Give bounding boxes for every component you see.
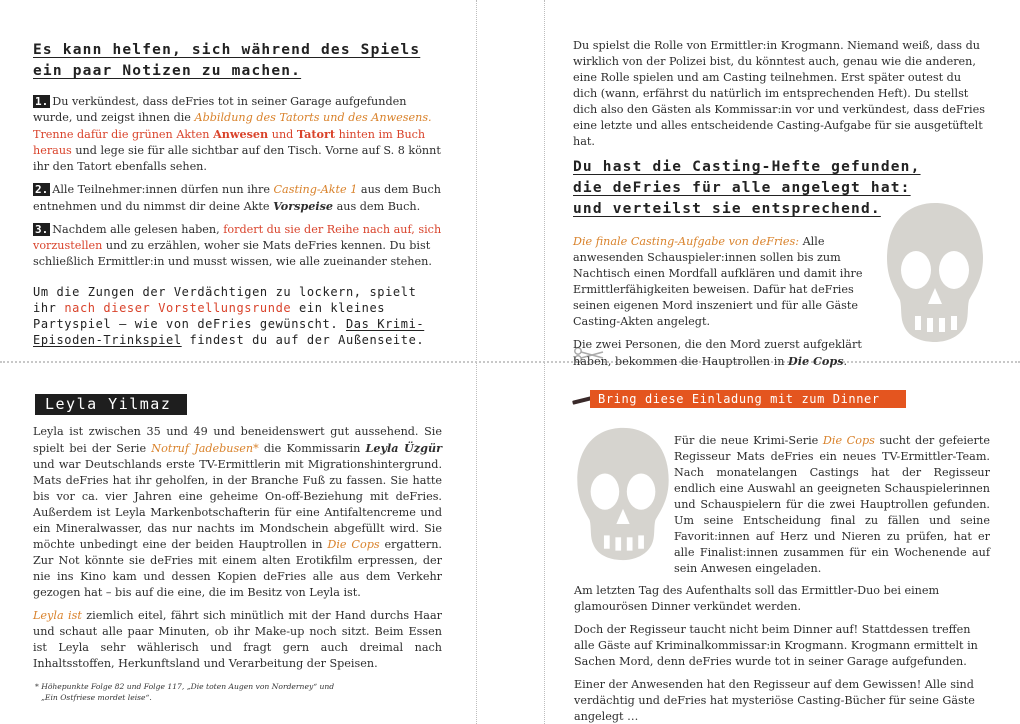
bio-emphasis: Leyla Üzgür — [365, 441, 442, 455]
bio-highlight: Die Cops — [327, 538, 380, 551]
invitation-body: Für die neue Krimi-Serie — [674, 434, 823, 447]
invitation-banner: Bring diese Einladung mit zum Dinner — [590, 390, 906, 408]
final-task-body: Alle anwesenden Schauspieler:innen sollen bis zum Nachtisch einen Mordfall aufklären und damit ihre Ermittlerfähigkeiten beweisen. Dafür hat deFries seinen eigenen Mord inszeniert und für alle Gäste Casting-Akten angelegt. — [573, 235, 863, 328]
skull-icon — [885, 200, 985, 345]
step-text-emphasis: Vorspeise — [273, 199, 334, 213]
invitation-paragraph: Einer der Anwesenden hat den Regisseur auf dem Gewissen! Alle sind verdächtig und deFries hat mysteriöse Casting-Bücher für seine Gäste angelegt … — [574, 678, 975, 723]
character-bio — [33, 424, 442, 672]
step-text: Alle Teilnehmer:innen dürfen nun ihre — [52, 183, 274, 196]
role-intro-text: Du spielst die Rolle von Ermittler:in Krogmann. Niemand weiß, dass du wirklich von der Polizei bist, du könntest auch, genau wie die anderen, eine Rolle spielen und am Casting teilnehmen. Erst später outest du dich (wann, erfährst du natürlich im entsprechenden Heft). Du stellst dich also den Gästen als Kommissar:in vor und verkündest, dass deFries eine letzte und alles entscheidende Casting-Aufgabe für sie ausgetüftelt hat. — [573, 39, 985, 148]
step-text-highlight: hinten im Buch heraus — [33, 128, 426, 157]
step-text: Du verkündest, dass deFries tot in seiner Garage aufgefunden wurde, und zeigst ihnen die — [33, 95, 407, 124]
steps-list — [33, 94, 448, 270]
invitation-body: sucht der gefeierte Regisseur Mats deFries ein neues TV-Ermittler-Team. Nach monatelangen Castings hat der Regisseur endlich eine Auswahl an geeigneten Schauspielerinnen und Schauspielern für die zwei Hauptrollen gefunden. Um seine Entscheidung final zu fällen und seine Favorit:innen auf Herz und Nieren zu prüfen, hat er alle Finalist:innen zusammen für ein Wochenende auf sein Anwesen eingeladen. — [674, 434, 990, 575]
final-task-label: Die finale Casting-Aufgabe von deFries: — [573, 235, 800, 248]
bio-text: und war Deutschlands erste TV-Ermittlerin mit Migrationshintergrund. Mats deFries hat ihr geholfen, in der Branche Fuß zu fassen. Sie hatte bis vor ca. vier Jahren eine geheime On-off-Beziehung mit deFries. Außerdem ist Leyla Markenbotschafterin für eine Antifaltencreme und ein Mineralwasser, das nur nachts im Mondschein abgefüllt wird. Sie möchte unbedingt eine der beiden Hauptrollen in — [33, 458, 442, 551]
section-instructions — [33, 40, 448, 348]
heading-line: die deFries für alle angelegt hat: — [573, 180, 911, 196]
step-number: 3. — [35, 223, 49, 236]
invitation-paragraph — [674, 433, 990, 577]
step-text-highlight: Anwesen — [213, 127, 269, 141]
heading-line: Es kann helfen, sich während des Spiels — [33, 42, 421, 58]
bio-text: ergattern. Zur Not könnte sie deFries mit einem alten Erotikfilm erpressen, der nie ins Kino kam und dessen Kopien deFries alle aus dem Verkehr gezogen hat – bis auf die eine, die im Besitz von Leyla ist. — [33, 538, 442, 599]
final-task — [573, 234, 878, 370]
footnote-line: „Ein Ostfriese mordet leise“. — [41, 693, 152, 702]
show-title: Die Cops — [788, 354, 844, 368]
step-text: und zu erzählen, woher sie Mats deFries kennen. Du bist schließlich Ermittler:in und musst wissen, wie alle zueinander stehen. — [33, 239, 432, 268]
step-1 — [33, 94, 448, 175]
step-text: aus dem Buch entnehmen und du nimmst dir deine Akte — [33, 183, 441, 213]
step-number: 1. — [35, 95, 49, 108]
section-invitation — [574, 433, 990, 724]
bio-highlight: Notruf Jadebusen* — [151, 442, 259, 455]
final-task-text — [573, 234, 878, 330]
step-text-highlight: Tatort — [296, 127, 336, 141]
winners-body: . — [843, 355, 848, 368]
winners-body: Die zwei Personen, die den Mord zuerst aufgeklärt haben, bekommen die Hauptrollen in — [573, 338, 862, 368]
note-text-underlined: Das Krimi-Episoden-Trinkspiel — [33, 317, 425, 347]
step-text-highlight: Trenne dafür die grünen Akten — [33, 128, 214, 141]
note-text: ein kleines Partyspiel – wie von deFries gewünscht. — [33, 301, 386, 331]
character-name: Leyla Yilmaz — [35, 394, 187, 415]
step-text: und lege sie für alle sichtbar auf den Tisch. Vorne auf S. 8 könnt ihr den Tatort ebenfalls sehen. — [33, 144, 441, 173]
bio-text: ziemlich eitel, fährt sich minütlich mit der Hand durchs Haar und schaut alle paar Minuten, ob ihr Make-up noch sitzt. Beim Essen ist Leyla sehr wählerisch und fragt gern auch dreimal nach Inhaltsstoffen, Herkunftsland und Verarbeitung der Speisen. — [33, 609, 442, 670]
heading-line: Du hast die Casting-Hefte gefunden, — [573, 159, 921, 175]
footnote — [35, 681, 435, 703]
character-paragraph — [33, 608, 442, 672]
footnote-line: * Höhepunkte Folge 82 und Folge 117, „Die toten Augen von Norderney“ und — [35, 682, 335, 691]
role-intro — [573, 38, 985, 150]
note-text-highlight: nach dieser Vorstellungsrunde — [64, 301, 292, 315]
step-text-highlight: Casting-Akte 1 — [273, 183, 358, 196]
partygame-note — [33, 284, 438, 348]
show-title: Die Cops — [822, 434, 875, 447]
bio-text: Leyla ist zwischen 35 und 49 und beneidenswert gut aussehend. Sie spielt bei der Serie — [33, 425, 442, 455]
heading-line: und verteilst sie entsprechend. — [573, 201, 881, 217]
step-3 — [33, 222, 448, 270]
bio-text: die Kommissarin — [258, 442, 366, 455]
invitation-paragraph: Am letzten Tag des Aufenthalts soll das Ermittler-Duo bei einem glamourösen Dinner verkündet werden. — [574, 584, 940, 613]
step-text-highlight: Abbildung des Tatorts und des Anwesens. — [194, 111, 432, 124]
instructions-heading — [33, 40, 448, 82]
step-text-highlight: und — [268, 128, 297, 141]
step-number: 2. — [35, 183, 49, 196]
invitation-text — [574, 433, 990, 724]
step-text-highlight: fordert du sie der Reihe nach auf, sich vorzustellen — [33, 223, 442, 252]
note-text: findest du auf der Außenseite. — [181, 333, 425, 347]
step-2 — [33, 182, 448, 215]
step-text: Nachdem alle gelesen haben, — [52, 223, 224, 236]
note-text: Um die Zungen der Verdächtigen zu lockern, spielt ihr — [33, 285, 417, 315]
winners-text — [573, 337, 878, 370]
character-paragraph — [33, 424, 442, 601]
invitation-paragraph: Doch der Regisseur taucht nicht beim Dinner auf! Stattdessen treffen alle Gäste auf Kriminalkommissar:in Krogmann. Krogmann ermittelt in Sachen Mord, denn deFries wurde tot in seiner Garage aufgefunden. — [574, 623, 978, 668]
bio-highlight: Leyla ist — [33, 609, 82, 622]
heading-line: ein paar Notizen zu machen. — [33, 63, 302, 79]
section-character — [33, 424, 442, 679]
step-text: aus dem Buch. — [333, 200, 421, 213]
